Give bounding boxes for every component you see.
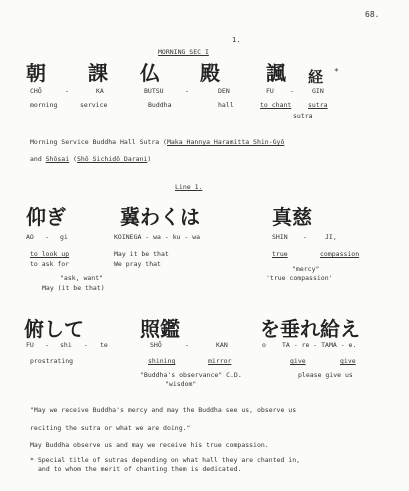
kanji-fu: 諷: [266, 61, 286, 85]
reading-dash: -: [303, 233, 307, 241]
reading-dash: -: [185, 341, 189, 349]
reading-ta-re-tama-e: TA - re - TAMA - e.: [282, 341, 357, 349]
kanji-ka: 課: [88, 61, 108, 85]
gloss-prostrating: prostrating: [30, 357, 74, 365]
reading-kan: KAN: [216, 341, 228, 349]
footnote-marker: *: [334, 67, 339, 76]
translation-line-2: reciting the sutra or what we are doing.": [30, 424, 191, 432]
description-title-shosai: Shōsai: [45, 155, 70, 163]
reading-dash: -: [290, 87, 294, 95]
description-and: and: [30, 155, 46, 163]
description-line-1: [30, 138, 284, 146]
reading-shin: SHIN: [272, 233, 288, 241]
gloss-give-2: give: [340, 357, 356, 365]
footnote-line-1: * Special title of sutras depending on what hall they are chanted in,: [30, 456, 301, 464]
reading-gin: GIN: [312, 87, 324, 95]
gloss-service: service: [80, 101, 108, 109]
kanji-gin: 経: [308, 68, 324, 86]
reading-gi: gi: [60, 233, 68, 241]
gloss-buddhas-observance: "Buddha's observance" C.D.: [140, 371, 242, 379]
reading-o: o: [262, 341, 266, 349]
reading-dash: -: [84, 341, 88, 349]
gloss-to-chant: to chant: [260, 101, 292, 109]
line-1-kanji-koinegawakuwa: 冀わくは: [120, 205, 200, 229]
description-close-paren: ): [147, 155, 152, 163]
gloss-hall: hall: [218, 101, 234, 109]
description-title-darani: Shō Sichidō Darani: [76, 155, 148, 163]
section-title: MORNING SEC I: [158, 48, 209, 56]
gloss-please-give-us: please give us: [298, 371, 353, 379]
line-1-kanji-shinji: 真慈: [272, 205, 312, 229]
kanji-butsu: 仏: [140, 61, 160, 85]
gloss-may-it-be-that: May it be that: [114, 250, 169, 258]
footnote-line-2: and to whom the merit of chanting them is dedicated.: [38, 465, 242, 473]
gloss-to-ask-for: to ask for: [30, 260, 70, 268]
gloss-mercy: "mercy": [292, 265, 320, 273]
reading-butsu: BUTSU: [144, 87, 164, 95]
line-2-kanji-fushite: 俯して: [24, 317, 84, 341]
gloss-to-look-up: to look up: [30, 250, 70, 258]
gloss-give-1: give: [290, 357, 306, 365]
line-1-heading: Line 1.: [175, 183, 203, 191]
gloss-may-it-be: May (it be that): [42, 284, 105, 292]
gloss-sutra-bottom: sutra: [293, 112, 313, 120]
gloss-morning: morning: [30, 101, 58, 109]
reading-ji: JI,: [325, 233, 337, 241]
gloss-wisdom: "wisdom": [165, 380, 197, 388]
reading-dash: -: [45, 341, 49, 349]
reading-fu: FU: [266, 87, 274, 95]
reading-te: te: [100, 341, 108, 349]
description-paren: (: [69, 155, 77, 163]
gloss-we-pray-that: We pray that: [114, 260, 161, 268]
reading-cho: CHŌ: [30, 87, 42, 95]
section-number: 1.: [232, 36, 241, 44]
gloss-true: true: [272, 250, 288, 258]
gloss-compassion: compassion: [320, 250, 360, 258]
gloss-sutra-top: sutra: [308, 101, 328, 109]
gloss-shining: shining: [148, 357, 176, 365]
reading-ao: AO: [26, 233, 34, 241]
translation-line-3: May Buddha observe us and may we receive his true compassion.: [30, 441, 269, 449]
reading-dash: -: [65, 87, 69, 95]
reading-sho: SHŌ: [150, 341, 162, 349]
gloss-true-compassion: 'true compassion': [266, 274, 333, 282]
line-2-kanji-otaretamae: を垂れ給え: [260, 317, 360, 341]
reading-dash: -: [185, 87, 189, 95]
reading-den: DEN: [218, 87, 230, 95]
kanji-den: 殿: [200, 61, 220, 85]
description-title-hannya: Maka Hannya Haramitta Shin-Gyō: [166, 138, 285, 146]
description-prefix: Morning Service Buddha Hall Sutra (: [30, 138, 167, 146]
line-2-kanji-shokan: 照鑑: [140, 317, 180, 341]
reading-shi: shi: [60, 341, 72, 349]
reading-koinega: KOINEGA - wa - ku - wa: [114, 233, 201, 241]
line-1-kanji-aogi: 仰ぎ: [26, 205, 66, 229]
reading-ka: KA: [96, 87, 104, 95]
reading-dash: -: [45, 233, 49, 241]
description-line-2: [30, 155, 151, 163]
page-number: 68.: [365, 10, 380, 19]
kanji-cho: 朝: [26, 61, 46, 85]
reading-fu: FU: [26, 341, 34, 349]
gloss-buddha: Buddha: [148, 101, 172, 109]
translation-line-1: "May we receive Buddha's mercy and may the Buddha see us, observe us: [30, 406, 297, 414]
gloss-mirror: mirror: [208, 357, 232, 365]
gloss-ask-want: "ask, want": [60, 274, 104, 282]
